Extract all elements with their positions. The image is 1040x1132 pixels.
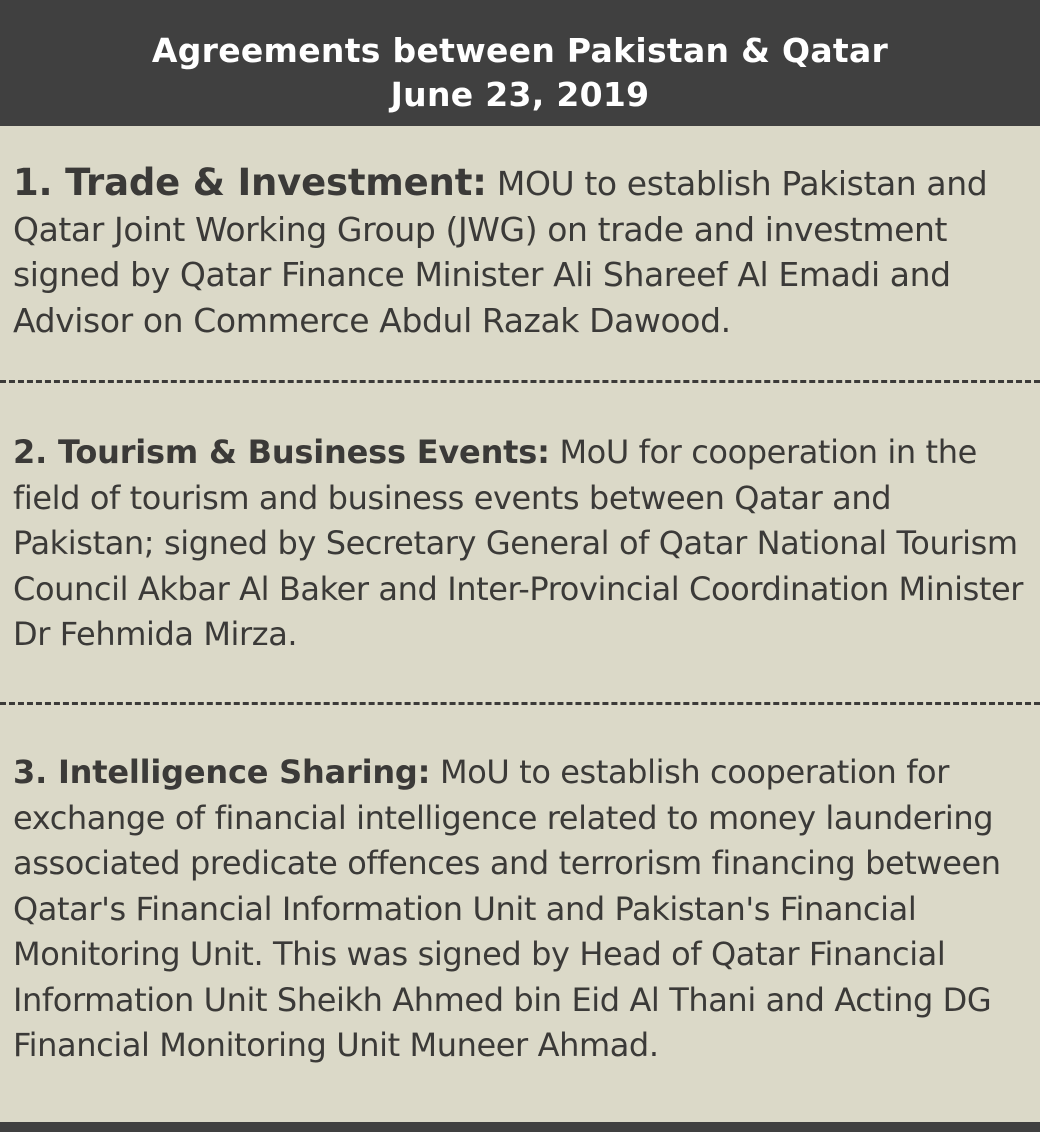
agreement-text: MoU for cooperation in the field of tourism and business events between Qatar and Pakistan; signed by Secretary General of Qatar National Tourism Council Akbar Al Baker and Inter-Provincial Coordination Minister Dr Fehmida Mirza. xyxy=(13,433,1024,653)
agreement-label: 2. Tourism & Business Events: xyxy=(13,433,550,471)
footer-bar xyxy=(0,1122,1040,1132)
agreement-label: 1. Trade & Investment: xyxy=(13,161,487,204)
header-banner xyxy=(0,0,1040,126)
dashed-divider xyxy=(0,702,1040,705)
agreement-text: MOU to establish Pakistan and Qatar Joint Working Group (JWG) on trade and investment signed by Qatar Finance Minister Ali Shareef Al Emadi and Advisor on Commerce Abdul Razak Dawood. xyxy=(13,164,988,340)
agreement-item-trade xyxy=(13,160,1033,343)
agreement-text: MoU to establish cooperation for exchange of financial intelligence related to money laundering associated predicate offences and terrorism financing between Qatar's Financial Information Unit and Pakistan's Financial Monitoring Unit. This was signed by Head of Qatar Financial Information Unit Sheikh Ahmed bin Eid Al Thani and Acting DG Financial Monitoring Unit Muneer Ahmad. xyxy=(13,753,1001,1064)
agreement-item-intelligence xyxy=(13,750,1033,1069)
page-date: June 23, 2019 xyxy=(390,75,650,114)
agreement-item-tourism xyxy=(13,430,1033,658)
dashed-divider xyxy=(0,380,1040,383)
agreement-label: 3. Intelligence Sharing: xyxy=(13,753,431,791)
page-title: Agreements between Pakistan & Qatar xyxy=(151,31,889,70)
